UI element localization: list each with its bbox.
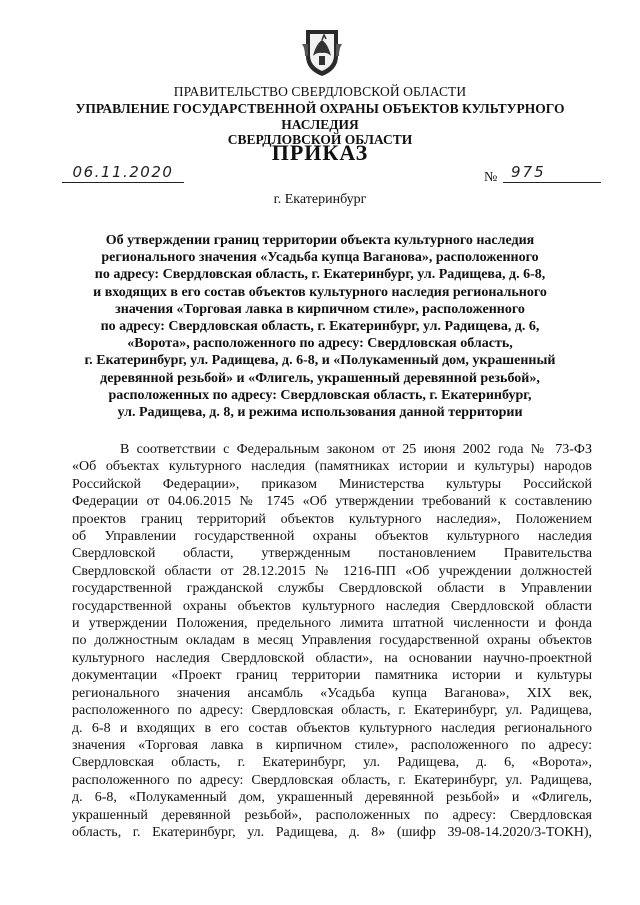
body-line: область, г. Екатеринбург, ул. Радищева, д. 8» (шифр 39-08-14.2020/3-ТОКН),: [72, 824, 592, 840]
department-line-1: УПРАВЛЕНИЕ ГОСУДАРСТВЕННОЙ ОХРАНЫ ОБЪЕКТОВ КУЛЬТУРНОГО НАСЛЕДИЯ: [75, 101, 565, 132]
order-title: [40, 232, 600, 421]
title-line: по адресу: Свердловская область, г. Екатеринбург, ул. Радищева, д. 6-8,: [94, 267, 546, 283]
body-line: по должностным окладам в месяц Управления государственной охраны объектов: [72, 633, 592, 649]
body-line: «Об объектах культурного наследия (памятниках истории и культуры) народов: [72, 459, 592, 475]
body-line: Свердловской области от 28.12.2015 № 1216-ПП «Об учреждении должностей: [72, 563, 592, 579]
body-line: д. 6-8 и входящих в его состав объектов культурного наследия регионального: [72, 720, 592, 736]
city: г. Екатеринбург: [273, 192, 367, 207]
order-body: [72, 441, 592, 841]
title-line: регионального значения «Усадьба купца Ваганова», расположенного: [101, 250, 539, 266]
government-name: ПРАВИТЕЛЬСТВО СВЕРДЛОВСКОЙ ОБЛАСТИ: [173, 84, 467, 99]
title-line: «Ворота», расположенного по адресу: Свердловская область,: [127, 336, 513, 352]
title-line: Об утверждении границ территории объекта культурного наследия: [105, 233, 535, 248]
title-line: деревянной резьбой» и «Флигель, украшенный деревянной резьбой»,: [100, 370, 540, 386]
body-line: В соответствии с Федеральным законом от 25 июня 2002 года № 73-ФЗ: [120, 442, 592, 457]
body-line: Свердловской области, утвержденным постановлением Правительства: [72, 546, 592, 562]
body-line: Федерации от 04.06.2015 № 1745 «Об утверждении требований к составлению: [72, 494, 592, 510]
title-line: и входящих в его состав объектов культурного наследия регионального: [93, 284, 547, 300]
body-line: и утверждении Положения, предельного лимита штатной численности и фонда: [72, 616, 592, 632]
coat-of-arms-icon: [302, 26, 342, 78]
body-line: Свердловская область, г. Екатеринбург, ул. Радищева, д. 6, «Ворота»,: [72, 755, 592, 771]
body-line: культурного наследия Свердловской области», на основании научно-проектной: [72, 650, 592, 666]
title-line: ул. Радищева, д. 8, и режима использования данной территории: [117, 405, 523, 421]
title-line: г. Екатеринбург, ул. Радищева, д. 6-8, и «Полукаменный дом, украшенный: [84, 353, 556, 369]
body-line: об Управлении государственной охраны объектов культурного наследия: [72, 529, 592, 545]
body-line: государственной охраны объектов культурного наследия Свердловской области: [72, 598, 592, 614]
body-line: регионального значения ансамбль «Усадьба купца Ваганова», XIX век,: [72, 685, 592, 701]
department-line-2: СВЕРДЛОВСКОЙ ОБЛАСТИ: [227, 132, 413, 147]
body-line: значения «Торговая лавка в кирпичном стиле», расположенного по адресу:: [72, 737, 592, 753]
body-line: расположенного по адресу: Свердловская область, г. Екатеринбург, ул. Радищева,: [72, 703, 592, 719]
title-line: значения «Торговая лавка в кирпичном стиле», расположенного: [115, 301, 525, 317]
body-line: расположенного по адресу: Свердловская область, г. Екатеринбург, ул. Радищева,: [72, 772, 592, 788]
body-line: государственной гражданской службы Свердловской области в Управлении: [72, 581, 592, 597]
body-line: проектов границ территорий объектов культурного наследия», Положением: [72, 511, 592, 527]
number-label: №: [484, 170, 498, 185]
body-line: документации «Проект границ территории памятника истории и культуры: [72, 668, 592, 684]
order-date: 06.11.2020: [62, 163, 184, 183]
body-line: Российской Федерации», приказом Министерства культуры Российской: [72, 476, 592, 492]
body-line: д. 6-8, «Полукаменный дом, украшенный деревянной резьбой» и «Флигель,: [72, 790, 592, 806]
title-line: по адресу: Свердловская область, г. Екатеринбург, ул. Радищева, д. 6,: [100, 319, 540, 335]
title-line: расположенных по адресу: Свердловская область, г. Екатеринбург,: [108, 387, 532, 403]
document-type: ПРИКАЗ: [271, 140, 369, 165]
order-number: 975: [503, 163, 601, 183]
body-line: украшенный деревянной резьбой», расположенных по адресу: Свердловская: [72, 807, 592, 823]
